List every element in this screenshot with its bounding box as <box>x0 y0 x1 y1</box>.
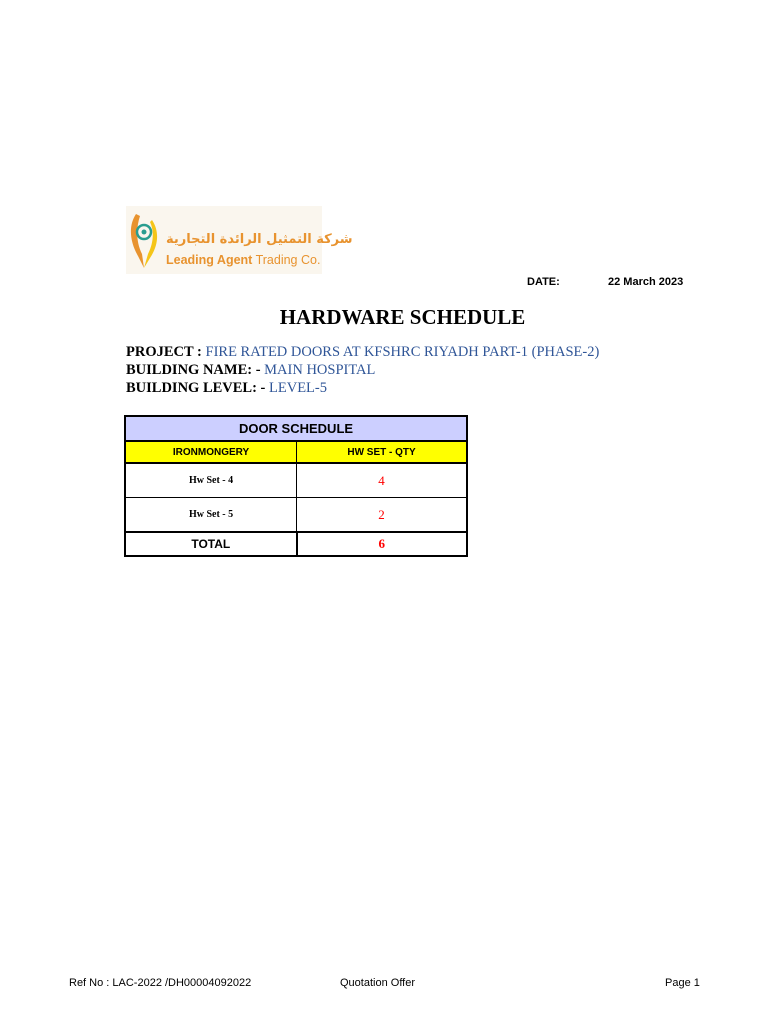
building-name-label: BUILDING NAME: - <box>126 362 265 378</box>
total-value: 6 <box>297 532 467 556</box>
project-value: FIRE RATED DOORS AT KFSHRC RIYADH PART-1 (PHASE-2) <box>205 344 600 360</box>
table-row <box>125 463 467 498</box>
footer-document-type: Quotation Offer <box>340 977 416 989</box>
building-name-line <box>126 362 375 379</box>
footer-page-number: Page 1 <box>665 977 700 989</box>
project-label: PROJECT : <box>126 344 206 360</box>
table-title: DOOR SCHEDULE <box>125 416 467 441</box>
logo-english-name <box>166 253 320 267</box>
table-row <box>125 498 467 533</box>
door-schedule-table <box>124 415 468 557</box>
page-title: HARDWARE SCHEDULE <box>279 305 526 329</box>
footer-ref-number: Ref No : LAC-2022 /DH00004092022 <box>69 977 252 989</box>
date-label: DATE: <box>527 276 560 288</box>
logo-english-bold: Leading Agent <box>166 253 253 267</box>
building-level-line <box>126 380 327 397</box>
table-header-row <box>125 441 467 463</box>
hw-set-name: Hw Set - 5 <box>125 498 297 533</box>
logo-arabic-name: شركة التمثيل الرائدة التجارية <box>166 232 353 247</box>
hw-set-name: Hw Set - 4 <box>125 463 297 498</box>
header-hw-set-qty: HW SET - QTY <box>297 441 467 463</box>
company-logo <box>126 206 353 274</box>
logo-mark-icon <box>126 206 162 274</box>
table-total-row <box>125 532 467 556</box>
table-title-row <box>125 416 467 441</box>
hw-set-qty: 2 <box>297 498 467 533</box>
header-ironmongery: IRONMONGERY <box>125 441 297 463</box>
building-level-value: LEVEL-5 <box>269 380 327 396</box>
building-name-value: MAIN HOSPITAL <box>264 362 376 378</box>
project-line <box>126 344 599 361</box>
total-label: TOTAL <box>125 532 297 556</box>
hw-set-qty: 4 <box>297 463 467 498</box>
date-value: 22 March 2023 <box>608 276 684 288</box>
logo-english-rest: Trading Co. <box>252 253 321 267</box>
building-level-label: BUILDING LEVEL: - <box>126 380 270 396</box>
